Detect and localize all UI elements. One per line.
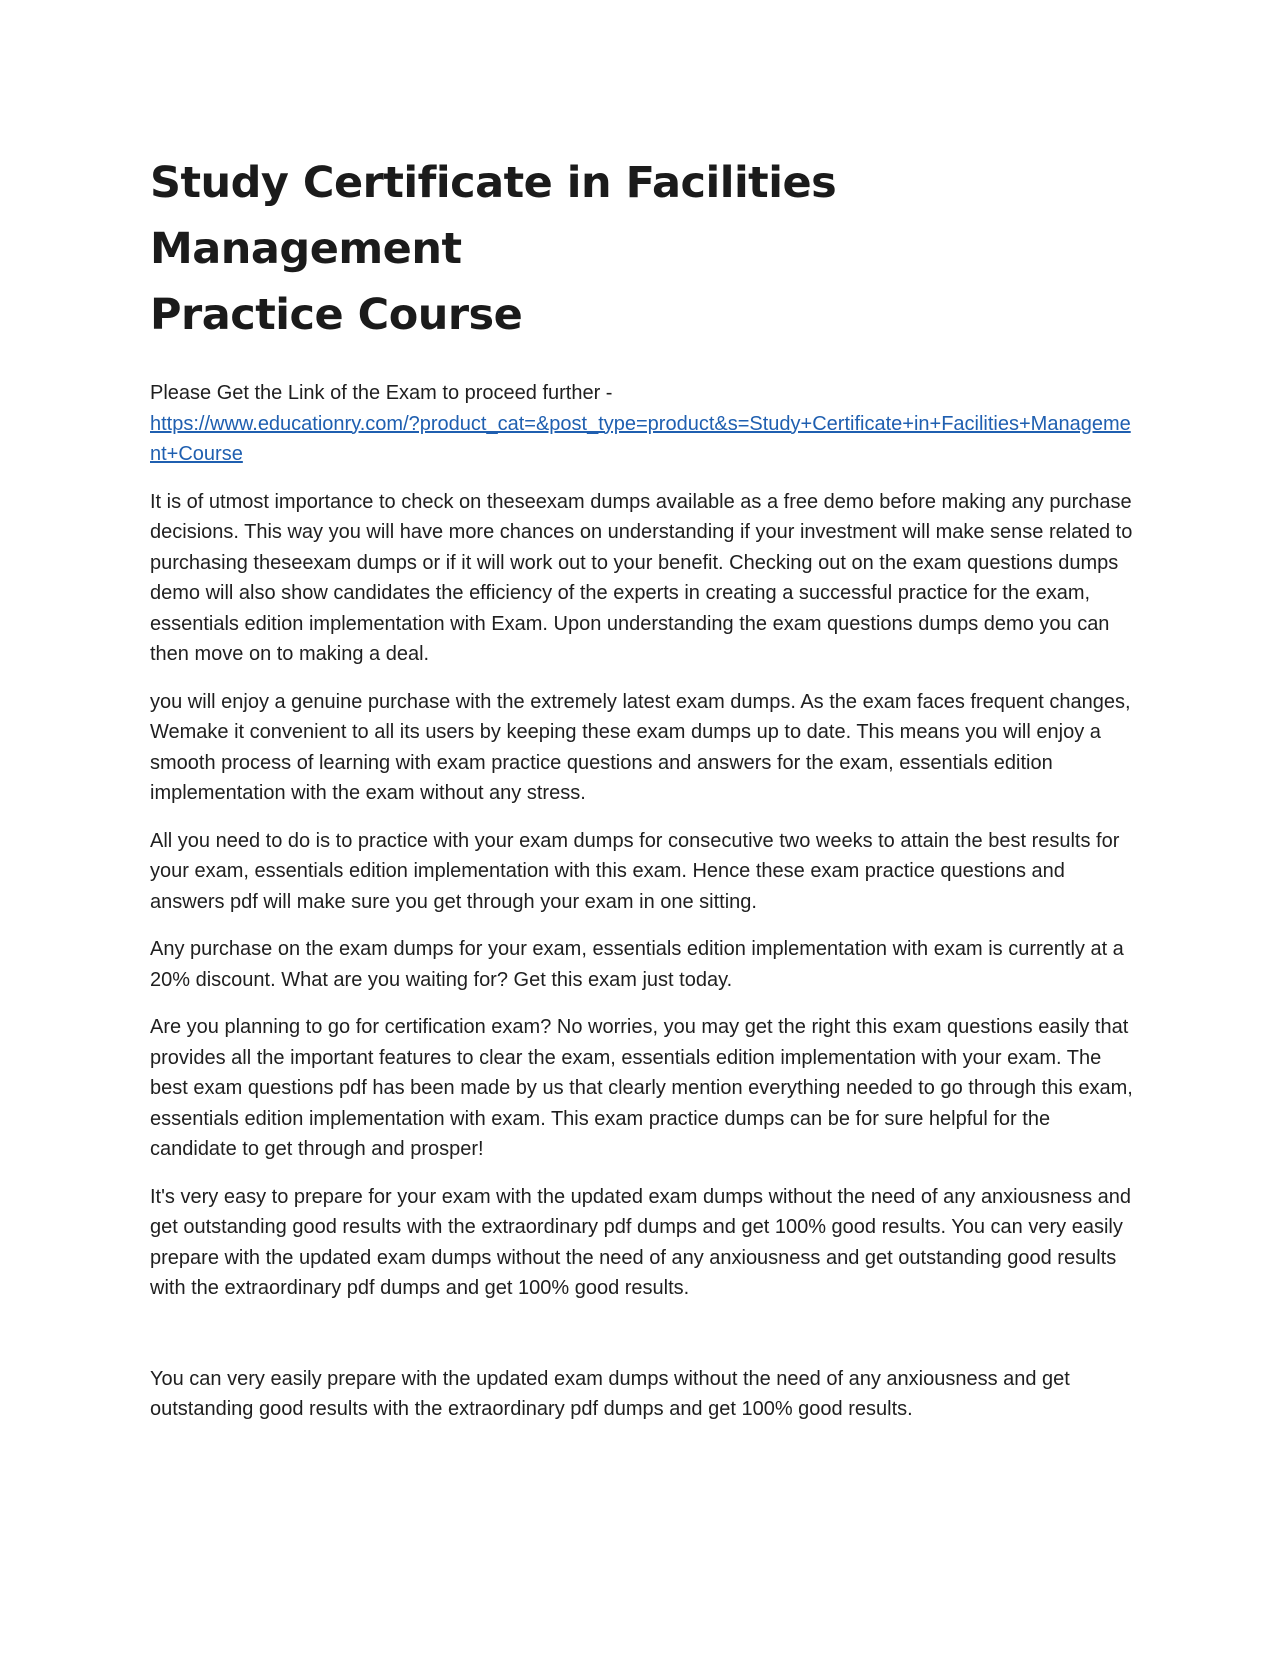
- paragraph-1: It is of utmost importance to check on theseexam dumps available as a free demo before making any purchase decisions. This way you will have more chances on understanding if your investment will make sense related to purchasing theseexam dumps or if it will work out to your benefit. Checking out on the exam questions dumps demo will also show candidates the efficiency of the experts in creating a successful practice for the exam, essentials edition implementation with Exam. Upon understanding the exam questions dumps demo you can then move on to making a deal.: [150, 490, 1133, 665]
- title-line-1: Study Certificate in Facilities Management: [150, 158, 837, 274]
- paragraph-6: It's very easy to prepare for your exam with the updated exam dumps without the need of any anxiousness and get outstanding good results with the extraordinary pdf dumps and get 100% good results. You can very easily prepare with the updated exam dumps without the need of any anxiousness and get outstanding good results with the extraordinary pdf dumps and get 100% good results.: [150, 1185, 1132, 1299]
- document-title: [150, 150, 1135, 348]
- paragraph-4: Any purchase on the exam dumps for your exam, essentials edition implementation with exam is currently at a 20% discount. What are you waiting for? Get this exam just today.: [150, 938, 1124, 991]
- exam-link[interactable]: https://www.educationry.com/?product_cat=&post_type=product&s=Study+Certificate+in+Facilities+Management+Course: [150, 412, 1131, 465]
- paragraph-2: you will enjoy a genuine purchase with the extremely latest exam dumps. As the exam faces frequent changes, Wemake it convenient to all its users by keeping these exam dumps up to date. This means you will enjoy a smooth process of learning with exam practice questions and answers for the exam, essentials edition implementation with the exam without any stress.: [150, 690, 1131, 804]
- blank-line: [150, 1321, 1135, 1364]
- paragraph-3: All you need to do is to practice with your exam dumps for consecutive two weeks to attain the best results for your exam, essentials edition implementation with this exam. Hence these exam practice questions and answers pdf will make sure you get through your exam in one sitting.: [150, 829, 1120, 913]
- intro-text: Please Get the Link of the Exam to proceed further -: [150, 382, 613, 404]
- intro-paragraph: [150, 378, 1135, 470]
- paragraph-5: Are you planning to go for certification exam? No worries, you may get the right this exam questions easily that provides all the important features to clear the exam, essentials edition implementation with your exam. The best exam questions pdf has been made by us that clearly mention everything needed to go through this exam, essentials edition implementation with exam. This exam practice dumps can be for sure helpful for the candidate to get through and prosper!: [150, 1016, 1133, 1160]
- title-line-2: Practice Course: [150, 290, 523, 340]
- document-content: [150, 150, 1135, 1442]
- paragraph-7: You can very easily prepare with the updated exam dumps without the need of any anxiousness and get outstanding good results with the extraordinary pdf dumps and get 100% good results.: [150, 1367, 1070, 1420]
